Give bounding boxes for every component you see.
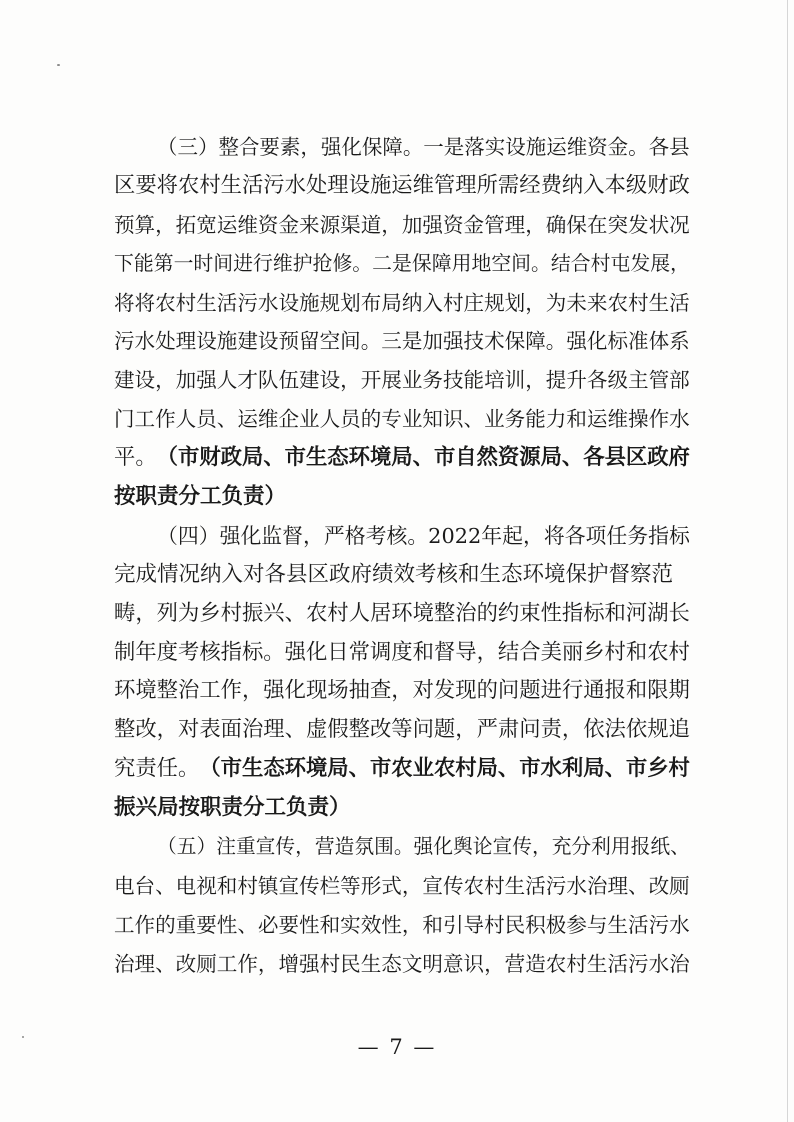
text-line [114,517,690,556]
text-segment: 畴，列为乡村振兴、农村人居环境整治的约束性指标和河湖长 [114,600,690,626]
responsibility-note: 按职责分工负责） [114,484,287,510]
text-segment: （五）注重宣传，营造氛围。强化舆论宣传，充分利用报纸、 [157,835,690,859]
text-line [114,167,690,206]
text-segment: （四）强化监督，严格考核。2022年起，将各项任务指标 [157,523,690,548]
page-number: — 7 — [357,1035,437,1059]
text-segment: 门工作人员、运维企业人员的专业知识、业务能力和运维操作水 [114,407,690,432]
responsibility-note: （市生态环境局、市农业农村局、市水利局、市乡村 [199,756,690,782]
text-segment: 究责任。 [114,756,200,782]
text-line [114,478,690,517]
body-text [114,128,690,984]
text-line [114,867,690,906]
text-line [114,206,690,245]
responsibility-note: （市财政局、市生态环境局、市自然资源局、各县区政府 [156,445,690,471]
text-line [114,556,690,595]
text-line [114,672,690,711]
text-line [114,284,690,323]
text-segment: 治理、改厕工作，增强村民生态文明意识，营造农村生活污水治 [114,951,690,976]
text-segment: （三）整合要素，强化保障。一是落实设施运维资金。各县 [157,135,690,159]
scan-speck [57,64,60,66]
scan-edge-line [787,0,788,1122]
responsibility-note: 振兴局按职责分工负责） [114,795,351,821]
text-line [114,245,690,284]
text-segment: 整改，对表面治理、虚假整改等问题，严肃问责，依法依规追 [114,717,690,743]
text-line [114,711,690,750]
text-line [114,128,690,167]
text-segment: 污水处理设施建设预留空间。三是加强技术保障。强化标准体系 [114,329,690,354]
text-line [114,595,690,634]
text-segment: 将将农村生活污水设施规划布局纳入村庄规划，为未来农村生活 [114,290,690,315]
text-line [114,361,690,400]
text-segment: 电台、电视和村镇宣传栏等形式，宣传农村生活污水治理、改厕 [114,873,690,898]
text-segment: 完成情况纳入对各县区政府绩效考核和生态环境保护督察范 [114,561,674,587]
text-line [114,439,690,478]
text-segment: 工作的重要性、必要性和实效性，和引导村民积极参与生活污水 [114,912,690,937]
text-line [114,322,690,361]
text-line [114,750,690,789]
text-segment: 下能第一时间进行维护抢修。二是保障用地空间。结合村屯发展， [114,251,690,275]
text-segment: 制年度考核指标。强化日常调度和督导，结合美丽乡村和农村 [114,639,690,665]
text-segment: 建设，加强人才队伍建设，开展业务技能培训，提升各级主管部 [114,368,690,393]
text-segment: 预算，拓宽运维资金来源渠道，加强资金管理，确保在突发状况 [114,212,690,237]
text-line [114,634,690,673]
text-line [114,945,690,984]
text-line [114,400,690,439]
text-segment: 区要将农村生活污水处理设施运维管理所需经费纳入本级财政 [114,172,690,198]
text-segment: 平。 [114,445,157,471]
text-line [114,789,690,828]
text-line [114,906,690,945]
text-line [114,828,690,867]
text-segment: 环境整治工作，强化现场抽查，对发现的问题进行通报和限期 [114,678,690,704]
